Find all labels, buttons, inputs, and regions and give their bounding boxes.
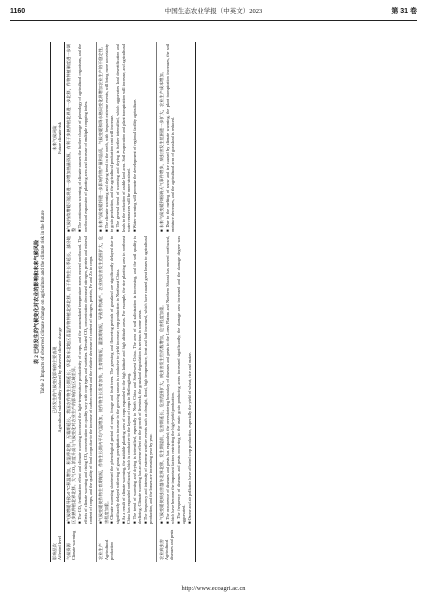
table-row-future: [65, 42, 96, 234]
journal-title: 中国生态农业学报（中英文）2023: [164, 8, 263, 15]
journal-url: http://www.ecoagri.ac.cn: [181, 585, 246, 592]
observed-paragraph: ■气候变暖使作物生育期缩短，作物生长期内平均气温增加，使作物生长发育加快，生育期缩短，灌浆期缩短，导致作物减产。农业病虫害发生范围扩大，危害程度加重。: [98, 236, 109, 524]
table-row-future: [157, 42, 195, 234]
header-future-cn: 未来气候风险: [52, 125, 57, 151]
observed-paragraph: ■ Ozone and air pollution have affected crop production, especially the yield of wheat, rice and maize.: [186, 352, 192, 524]
table-row-future: [97, 42, 156, 234]
observed-paragraph: ■ The trend of warming and drying is intensified, especially in North China and Southwest China. The area of soil salinization is increasing, and the soil quality is declining. Climate warming has an adverse effect on the growth of livestock; the grassland degradation is serious in some areas.: [131, 236, 143, 524]
header-future-en: Future climate risk: [57, 122, 63, 154]
observed-paragraph: ■ The frequency of diseases and pests occurring in the main grain producing areas increased significantly; the damage area increased and the damage degree was aggravated.: [175, 236, 187, 524]
header-observed-cn: 已经发生的气候变化影响的主要表现: [52, 346, 57, 414]
observed-paragraph: ■ Climate warming shortened the phenological period of crops, forage and fruit trees. The growing and flowering periods of grassland are significantly delayed due to significantly delayed withering of grass; precipitation increase in the growing season is conducive to yield increase; crop production in Northeast China.: [109, 236, 120, 524]
table-title-en: Table 2 Impacts of observed climate change on agriculture and the climate risk in the future: [41, 210, 46, 394]
row-level-cn: 气候资源: [66, 543, 72, 560]
row-level-cn: 农业生产: [98, 543, 104, 560]
impact-table: [50, 42, 196, 562]
header-observed: [51, 234, 65, 526]
row-level-en: Agricultural production: [103, 539, 114, 560]
header-level: [51, 526, 65, 562]
header-level-cn: 影响层次: [52, 543, 57, 560]
volume-label: 第 31 卷: [391, 8, 417, 15]
future-paragraph: ■ The climate warming and drying trend in the north, with frequent extreme events, will bring more uncertainty to grain production, and the agricultural production cost will increase.: [104, 44, 115, 232]
header-observed-en: Agricultural vulnerability induced by observed climate change: [57, 327, 63, 433]
header-level-en: Affected level: [57, 536, 63, 560]
table-row-observed: [157, 234, 195, 526]
observed-paragraph: ■ The CO₂ fertilization effect and climate warming increased the light-temperature productivity of crops, and the accumulated temperature zones moved northward. The effects of climate warming and rising CO₂ concentration on quality vary with crop types and varieties. Elevated CO₂ concentration decreased nitrogen, protein and mineral content of crops, and the quality of food crops due to the increase of carbon content and the relative decrease of content of nitrogen, protein, Fe and Zn in crops.: [77, 236, 93, 524]
future-paragraph: ■ 未来气候变暖将进一步影响作物产量和品质，气候变暖和降水格局变化将增加农业生产的不稳定性。: [98, 44, 104, 232]
observed-paragraph: ■ 气候变暖使病虫害越冬北界北移，发生期提前，危害期延长，危害范围扩大，病虫害发生世代数增加，危害程度加重。: [158, 302, 164, 524]
table-title-cn: 表 2 已经发生的气候变化对农业的影响和未来气候风险: [34, 239, 40, 365]
running-head: [10, 4, 417, 21]
future-paragraph: ■ The continuous warming of climate causes the further change of phenology of agricultural organisms, and the northward expansion of planting area and increase of multiple cropping index.: [77, 44, 88, 232]
row-level-cn: 农业病虫害: [158, 539, 164, 560]
table-row-level: [157, 526, 195, 562]
future-paragraph: ■ Water warming will promote the development of regional facility agriculture.: [131, 98, 137, 232]
rotated-table: [32, 42, 402, 562]
future-paragraph: ■ The general trend of warming and drying is further intensified, which aggravates land desertification and leads to the reduction of arable land area. Soil evaporation and plant transpiration will increase, and agricultural water resources will be more strained.: [115, 44, 131, 232]
row-level-en: Climate warming: [71, 530, 77, 560]
observed-paragraph: ■气候增暖导致≥0 ℃积温增加，积温带北移，无霜期延长，我国农作物生长期延长；华北和东北地区喜温作物种植北界北移。由于作物生长季延长，部分地区多熟种植北界北移。大气 CO₂ 浓度升高与气候变化对农业生产的影响存在区域差异。: [66, 236, 77, 524]
observed-paragraph: ■ The occurrence of diseases and pests has expanded; the overwintering boundary of diseases and pests in the Loess Plateau and Northern Shanxi has moved northward, which have become the important factors restricting the high-yield production.: [164, 236, 175, 524]
table-row-level: [97, 526, 156, 562]
future-paragraph: ■ Due to the melting of snow and ice caused by climate warming, the plant transpiration increases, the soil moisture decreases, and the agricultural area of grassland is reduced.: [164, 44, 175, 232]
future-paragraph: ■ 未来气候变暖和极端天气事件增多，病虫害发生范围进一步扩大，农业生产成本增加。: [158, 69, 164, 232]
future-paragraph: ■气候持续增暖可能将进一步增加热量资源，有利于多熟种植北界进一步北移，作物种植制度进一步调整: [66, 44, 77, 232]
header-future: [51, 42, 65, 234]
page-number: 1160: [10, 8, 26, 15]
table-row-observed: [65, 234, 96, 526]
observed-paragraph: ■ As a result of climate warming, the suitable planting area of crops expanded to the high latitude and high altitude areas. For example, the rice planting area in northeast China has expanded northward, which is conducive to the layout of crops in Heilongjiang.: [120, 236, 131, 524]
table-row-observed: [97, 234, 156, 526]
observed-paragraph: ■ The frequency and intensity of extreme weather events such as drought, flood, high temperature, frost and hail increased, which have caused great losses to agricultural production, and the losses are increasing year by year.: [143, 236, 154, 524]
table-row-level: [65, 526, 96, 562]
row-level-en: Agricultural diseases and pests: [164, 529, 175, 560]
